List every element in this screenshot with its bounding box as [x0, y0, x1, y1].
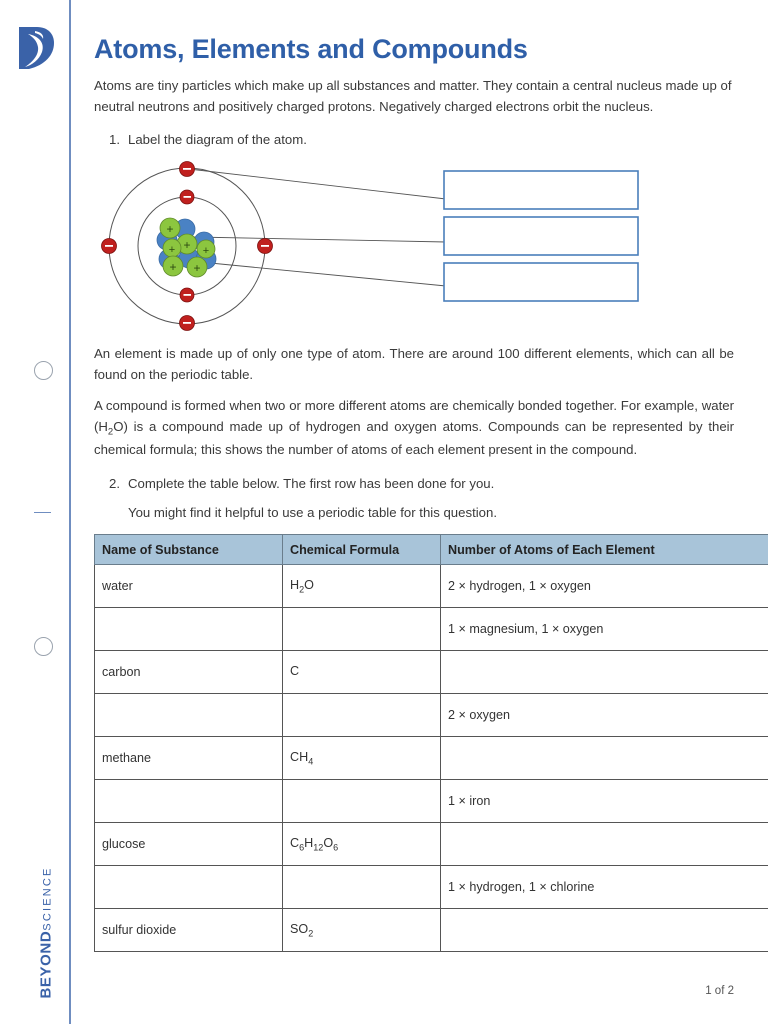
cell-substance-name[interactable]: sulfur dioxide: [95, 909, 283, 952]
page-title: Atoms, Elements and Compounds: [94, 34, 528, 64]
cell-substance-name[interactable]: [95, 780, 283, 823]
margin-divider-line: [69, 0, 71, 1024]
brand-name-bold: BEYOND: [37, 930, 55, 999]
table-row: [95, 651, 768, 694]
svg-text:+: +: [183, 238, 191, 253]
left-margin-rail: [0, 0, 70, 1024]
question-1-number: 1.: [109, 131, 120, 147]
table-header-row: [95, 535, 768, 565]
table-row: [95, 565, 768, 608]
cell-atom-counts[interactable]: [441, 651, 768, 694]
cell-atom-counts[interactable]: 1 × hydrogen, 1 × chlorine: [441, 866, 768, 909]
question-2-number: 2.: [109, 475, 120, 491]
atom-label-box-2: [444, 217, 638, 255]
cell-substance-name[interactable]: [95, 694, 283, 737]
svg-text:+: +: [168, 244, 176, 257]
atom-diagram: [94, 158, 734, 333]
hole-punch-top: [34, 361, 53, 380]
intro-paragraph: Atoms are tiny particles which make up all substances and matter. They contain a central nucleus made up of neutral neutrons and positively charged protons. Negatively charged electrons orbit the nucleus.: [94, 78, 732, 114]
formula-sub: 2: [299, 584, 305, 595]
svg-text:+: +: [193, 261, 201, 276]
connector-line-electron: [189, 169, 446, 199]
cell-chemical-formula[interactable]: [283, 823, 441, 866]
formula-sub-2: 12: [313, 842, 324, 853]
cell-atom-counts[interactable]: 2 × oxygen: [441, 694, 768, 737]
brand-name-light: SCIENCE: [41, 866, 54, 931]
cell-atom-counts[interactable]: [441, 823, 768, 866]
compound-paragraph: [94, 385, 734, 460]
atom-label-box-1: [444, 171, 638, 209]
brand-vertical-text: [38, 819, 55, 999]
connector-line-neutron: [194, 237, 446, 242]
header-name-of-substance: Name of Substance: [95, 535, 283, 565]
question-2: [94, 461, 734, 494]
question-1: [94, 117, 734, 150]
formula-sub: 2: [308, 928, 314, 939]
cell-chemical-formula[interactable]: [283, 651, 441, 694]
question-2-note: You might find it helpful to use a periodic table for this question.: [128, 505, 497, 521]
element-paragraph: An element is made up of only one type of atom. There are around 100 different elements, which can all be found on the periodic table.: [94, 346, 734, 382]
substance-table: [94, 534, 768, 952]
formula-tail: H: [304, 835, 314, 850]
header-chemical-formula: Chemical Formula: [283, 535, 441, 565]
cell-substance-name[interactable]: water: [95, 565, 283, 608]
atom-label-box-3: [444, 263, 638, 301]
question-2-text: Complete the table below. The first row has been done for you.: [128, 475, 495, 491]
cell-chemical-formula[interactable]: [283, 780, 441, 823]
cell-chemical-formula[interactable]: [283, 737, 441, 780]
compound-paragraph-part2: O) is a compound made up of hydrogen and oxygen atoms. Compounds can be represented by their chemical formula; this shows the number of atoms of each element present in the compound.: [94, 418, 734, 458]
cell-substance-name[interactable]: methane: [95, 737, 283, 780]
header-number-of-atoms: Number of Atoms of Each Element: [441, 535, 768, 565]
formula-base: CH: [290, 749, 309, 764]
cell-substance-name[interactable]: carbon: [95, 651, 283, 694]
worksheet-content: [94, 0, 734, 952]
beyond-logo-icon: [15, 24, 57, 72]
table-row: [95, 608, 768, 651]
cell-substance-name[interactable]: [95, 608, 283, 651]
formula-sub: 6: [299, 842, 305, 853]
cell-substance-name[interactable]: glucose: [95, 823, 283, 866]
svg-text:+: +: [202, 245, 210, 258]
formula-base: SO: [290, 921, 309, 936]
cell-atom-counts[interactable]: [441, 737, 768, 780]
formula-base: H: [290, 577, 300, 592]
cell-atom-counts[interactable]: 1 × iron: [441, 780, 768, 823]
connector-line-proton: [200, 262, 446, 286]
question-1-text: Label the diagram of the atom.: [128, 131, 307, 147]
table-row: [95, 737, 768, 780]
table-row: [95, 694, 768, 737]
svg-text:+: +: [166, 222, 174, 237]
table-row: [95, 909, 768, 952]
table-row: [95, 823, 768, 866]
cell-chemical-formula[interactable]: [283, 565, 441, 608]
margin-tick-mark: [34, 512, 51, 513]
cell-chemical-formula[interactable]: [283, 866, 441, 909]
cell-atom-counts[interactable]: 1 × magnesium, 1 × oxygen: [441, 608, 768, 651]
cell-atom-counts[interactable]: 2 × hydrogen, 1 × oxygen: [441, 565, 768, 608]
table-row: [95, 780, 768, 823]
cell-chemical-formula[interactable]: [283, 694, 441, 737]
formula-tail: O: [304, 577, 314, 592]
page-footer: 1 of 2: [705, 985, 734, 997]
formula-tail-2: O: [323, 835, 334, 850]
hole-punch-bottom: [34, 637, 53, 656]
formula-sub-3: 6: [333, 842, 339, 853]
compound-paragraph-part1: A compound is formed when two or more different atoms are chemically bonded together. For example, water (H: [94, 398, 734, 434]
formula-base: C: [290, 663, 300, 678]
cell-atom-counts[interactable]: [441, 909, 768, 952]
cell-chemical-formula[interactable]: [283, 909, 441, 952]
formula-base: C: [290, 835, 300, 850]
compound-paragraph-subscript: 2: [107, 426, 114, 438]
cell-substance-name[interactable]: [95, 866, 283, 909]
svg-text:+: +: [169, 260, 177, 275]
table-row: [95, 866, 768, 909]
cell-chemical-formula[interactable]: [283, 608, 441, 651]
formula-sub: 4: [308, 756, 314, 767]
